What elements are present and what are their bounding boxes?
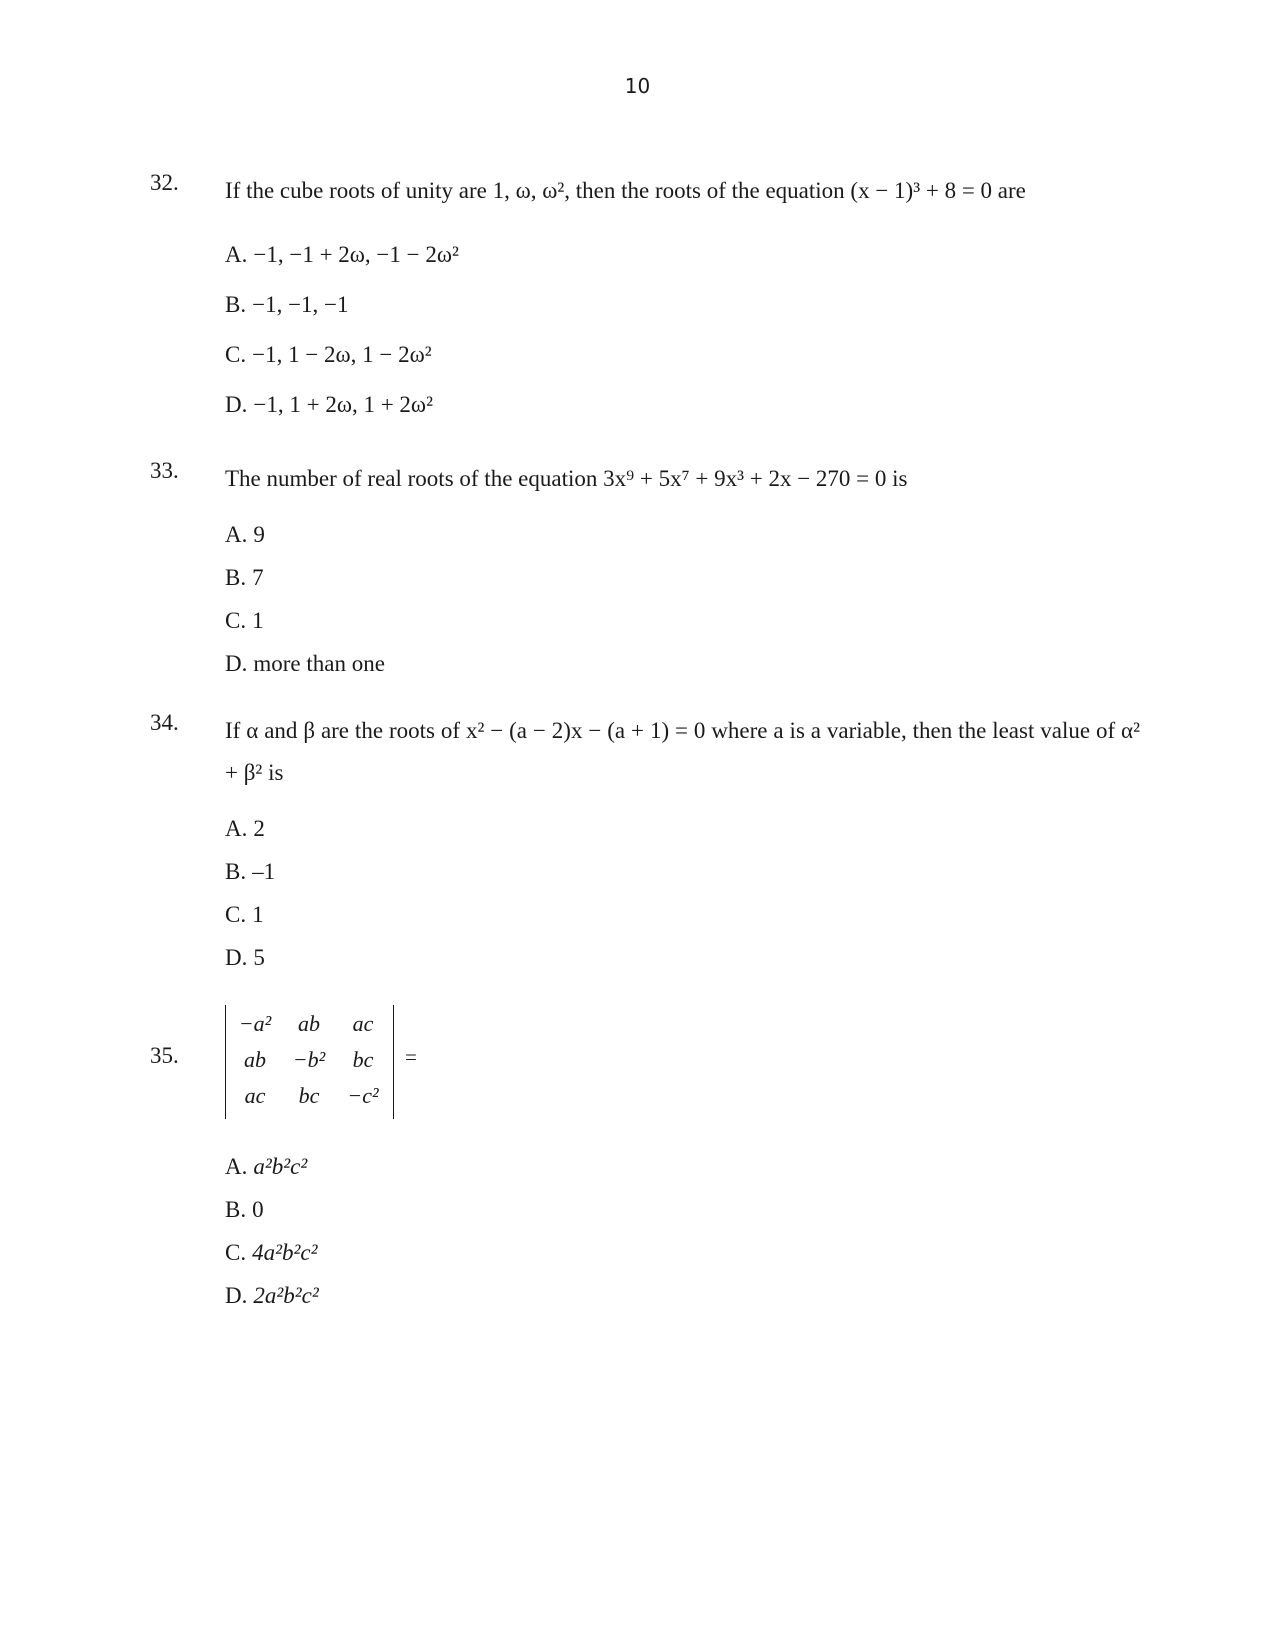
option-c: C. 1 (225, 902, 264, 927)
determinant (225, 1005, 440, 1120)
equals-sign: = (405, 1045, 417, 1069)
det-cell: bc (352, 1047, 374, 1072)
det-cell: −c² (347, 1083, 379, 1108)
question-32 (150, 170, 1140, 434)
options-list (225, 234, 1140, 434)
option-d: D. 5 (225, 945, 265, 970)
det-cell: ac (244, 1083, 266, 1108)
question-35 (150, 1005, 1140, 1318)
option-b: B. 0 (225, 1197, 264, 1222)
question-number: 33. (150, 458, 179, 483)
page-number: 10 (624, 74, 651, 98)
det-cell: ab (244, 1047, 266, 1072)
determinant-right-bar (393, 1005, 394, 1119)
question-number: 35. (150, 1043, 179, 1068)
determinant-left-bar (225, 1005, 226, 1119)
question-33 (150, 458, 1140, 686)
question-text: The number of real roots of the equation 3x⁹ + 5x⁷ + 9x³ + 2x − 270 = 0 is (225, 466, 908, 491)
options-list (225, 514, 1140, 686)
options-list (225, 1146, 1140, 1318)
question-text: If α and β are the roots of x² − (a − 2)x − (a + 1) = 0 where a is a variable, then the least value of α² + β² is (225, 718, 1140, 785)
det-cell: ac (352, 1011, 374, 1036)
det-cell: bc (298, 1083, 320, 1108)
question-number: 32. (150, 170, 179, 195)
question-34 (150, 710, 1140, 980)
option-a: A. −1, −1 + 2ω, −1 − 2ω² (225, 242, 459, 267)
option-a: A. 9 (225, 522, 265, 547)
option-c: C. −1, 1 − 2ω, 1 − 2ω² (225, 342, 432, 367)
option-d: D. 2a²b²c² (225, 1283, 319, 1308)
option-c: C. 4a²b²c² (225, 1240, 318, 1265)
option-b: B. 7 (225, 565, 264, 590)
question-number: 34. (150, 710, 179, 735)
option-a: A. 2 (225, 816, 265, 841)
option-c: C. 1 (225, 608, 264, 633)
det-cell: ab (298, 1011, 320, 1036)
option-a: A. a²b²c² (225, 1154, 308, 1179)
option-d: D. more than one (225, 651, 385, 676)
option-b: B. –1 (225, 859, 276, 884)
option-b: B. −1, −1, −1 (225, 292, 349, 317)
det-cell: −a² (238, 1011, 272, 1036)
question-text: If the cube roots of unity are 1, ω, ω², then the roots of the equation (x − 1)³ + 8 = 0 are (225, 178, 1026, 203)
det-cell: −b² (292, 1047, 326, 1072)
options-list (225, 808, 1140, 980)
option-d: D. −1, 1 + 2ω, 1 + 2ω² (225, 392, 433, 417)
